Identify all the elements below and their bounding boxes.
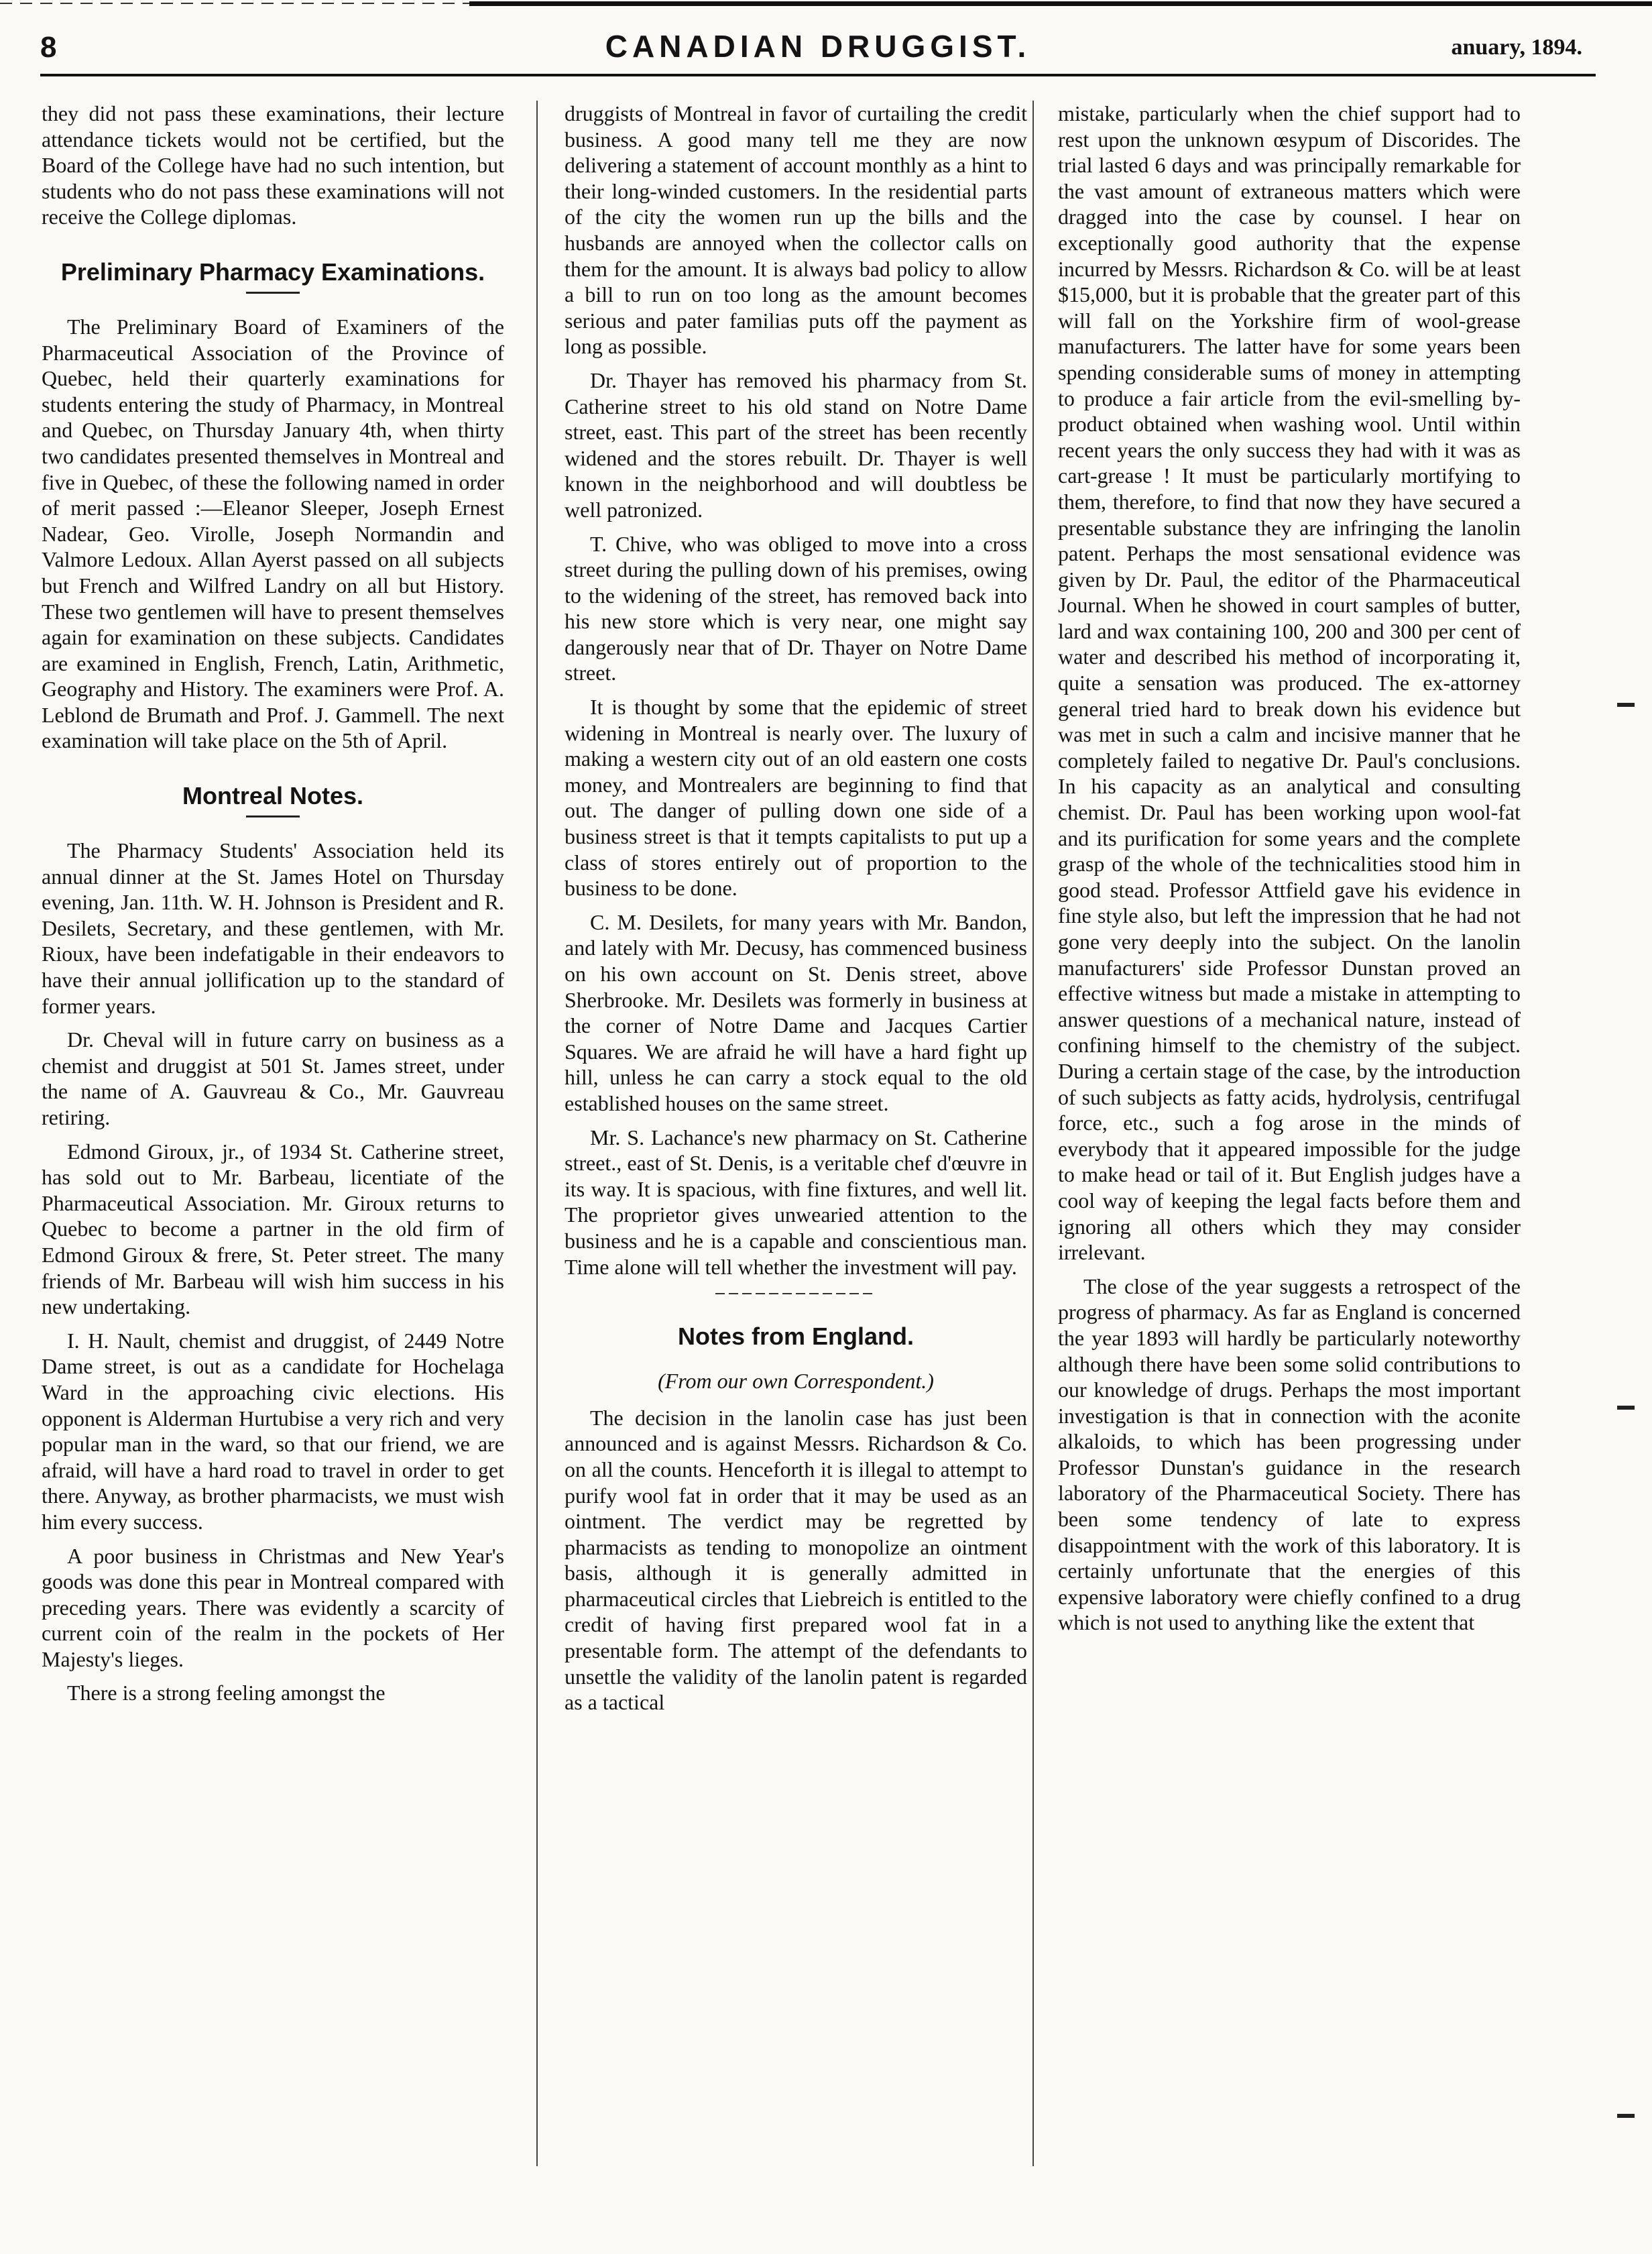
heading-rule	[246, 815, 300, 818]
paragraph: A poor business in Christmas and New Year's goods was done this pear in Montreal compared with preceding years. There was evidently a scarcity of current coin of the realm in the pockets of Her Majesty's lieges.	[42, 1543, 504, 1671]
paragraph: mistake, particularly when the chief support had to rest upon the unknown œsypum of Discorides. The trial lasted 6 days and was principally remarkable for the vast amount of extraneous matters which were dragged into the case by counsel. I hear on exceptionally good authority that the expense incurred by Messrs. Richardson & Co. will be at least $15,000, but it is probable that the greater part of this will fall on the Yorkshire firm of wool-grease manufacturers. The latter have for some years been spending considerable sums of money in attempting to produce a fair article from the evil-smelling by-product obtained when washing wool. Until within recent years the only success they had with it was as cart-grease ! It must be particularly mortifying to them, therefore, to find that now they have secured a presentable substance they are infringing the lanolin patent. Perhaps the most sensational evidence was given by Dr. Paul, the editor of the Pharmaceutical Journal. When he showed in court samples of butter, lard and wax containing 100, 200 and 300 per cent of water and described his method of incorporating it, quite a sensation was produced. The ex-attorney general tried hard to break down his evidence but was met in such a calm and incisive manner that he completely failed to negative Dr. Paul's conclusions. In his capacity as an analytical and consulting chemist. Dr. Paul has been working upon wool-fat and its purification for some years and the complete grasp of the whole of the technicalities stood him in good stead. Professor Attfield gave his evidence in fine style also, but left the impression that he had not gone very deeply into the subject. On the lanolin manufacturers' side Professor Dunstan proved an effective witness but made a mistake in attempting to answer questions of a mechanical nature, instead of confining himself to the chemistry of the subject. During a certain stage of the case, by the introduction of such subjects as fatty acids, hydrolysis, centrifugal force, etc., such a fog arose in the minds of everybody that it appeared impossible for the judge to make head or tail of it. But English judges have a cool way of keeping the legal facts before them and ignoring all others which they may consider irrelevant.	[1058, 101, 1521, 1265]
column-1	[42, 101, 504, 2186]
heading-rule	[246, 292, 300, 294]
paragraph: There is a strong feeling amongst the	[67, 1681, 386, 1705]
column-divider	[1032, 101, 1034, 2166]
top-border	[0, 0, 1652, 9]
paragraph: I. H. Nault, chemist and druggist, of 2449 Notre Dame street, is out as a candidate for Hochelaga Ward in the approaching civic elections. His opponent is Alderman Hurtubise a very rich and very popular man in the ward, so that our friend, we are afraid, will have a hard road to travel in order to get there. Anyway, as brother pharmacists, we must wish him every success.	[42, 1328, 504, 1534]
section-heading-england: Notes from England.	[677, 1322, 914, 1351]
section-heading-montreal: Montreal Notes.	[182, 782, 364, 810]
margin-mark	[1617, 1406, 1635, 1410]
page-header	[40, 28, 1596, 68]
page-number: 8	[40, 31, 57, 64]
margin-mark	[1617, 703, 1635, 707]
byline: (From our own Correspondent.)	[658, 1369, 934, 1394]
margin-mark	[1617, 2114, 1635, 2118]
paragraph: Edmond Giroux, jr., of 1934 St. Catherine street, has sold out to Mr. Barbeau, licentiate of the Pharmaceutical Association. Mr. Giroux returns to Quebec to become a partner in the old firm of Edmond Giroux & frere, St. Peter street. The many friends of Mr. Barbeau will wish him success in his new undertaking.	[42, 1139, 504, 1319]
column-3	[1058, 101, 1521, 2186]
paragraph: C. M. Desilets, for many years with Mr. Bandon, and lately with Mr. Decusy, has commenced business on his own account on St. Denis street, above Sherbrooke. Mr. Desilets was formerly in business at the corner of Notre Dame and Jacques Cartier Squares. We are afraid he will have a hard fight up hill, unless he can carry a stock equal to the old established houses on the same street.	[565, 909, 1027, 1115]
paragraph: The decision in the lanolin case has just been announced and is against Messrs. Richardson & Co. on all the counts. Henceforth it is illegal to attempt to purify wool fat in order that it may be used as an ointment. The verdict may be regretted by pharmacists as tending to monopolize an ointment basis, although it is generally admitted in pharmaceutical circles that Liebreich is entitled to the credit of having first prepared wool fat in a presentable form. The attempt of the defendants to unsettle the validity of the lanolin patent is regarded as a tactical	[565, 1405, 1027, 1715]
column-divider	[536, 101, 538, 2166]
paragraph: Mr. S. Lachance's new pharmacy on St. Catherine street., east of St. Denis, is a veritable chef d'œuvre in its way. It is spacious, with fine fixtures, and well lit. The proprietor gives unwearied attention to the business and he is a capable and conscientious man. Time alone will tell whether the investment will pay.	[565, 1125, 1027, 1279]
masthead-title: CANADIAN DRUGGIST.	[605, 29, 1031, 64]
paragraph: The Preliminary Board of Examiners of the Pharmaceutical Association of the Province of Quebec, held their quarterly examinations for students entering the study of Pharmacy, in Montreal and Quebec, on Thursday January 4th, when thirty two candidates presented themselves in Montreal and five in Quebec, of these the following named in order of merit passed :—Eleanor Sleeper, Joseph Ernest Nadear, Geo. Virolle, Joseph Normandin and Valmore Ledoux. Allan Ayerst passed on all subjects but French and Wilfred Landry on all but History. These two gentlemen will have to present themselves again for examination on these subjects. Candidates are examined in English, French, Latin, Arithmetic, Geography and History. The examiners were Prof. A. Leblond de Brumath and Prof. J. Gammell. The next examination will take place on the 5th of April.	[42, 314, 504, 753]
header-rule	[40, 74, 1596, 76]
paragraph: It is thought by some that the epidemic of street widening in Montreal is nearly over. The luxury of making a western city out of an old eastern one costs money, and Montrealers are beginning to find that out. The danger of pulling down one side of a business street is that it tempts capitalists to put up a class of stores entirely out of proportion to the business to be done.	[565, 695, 1027, 901]
column-2	[565, 101, 1027, 2186]
paragraph: T. Chive, who was obliged to move into a cross street during the pulling down of his premises, owing to the widening of the street, has removed back into his new store which is very near, one might say dangerously near that of Dr. Thayer on Notre Dame street.	[565, 531, 1027, 685]
top-border-solid	[469, 1, 1652, 6]
paragraph: The Pharmacy Students' Association held its annual dinner at the St. James Hotel on Thursday evening, Jan. 11th. W. H. Johnson is President and R. Desilets, Secretary, and these gentlemen, with Mr. Rioux, have been indefatigable in their endeavors to have their annual jollification up to the standard of former years.	[42, 838, 504, 1018]
paragraph: they did not pass these examinations, their lecture attendance tickets would not be certified, but the Board of the College have had no such intention, but students who do not pass these examinations will not receive the College diplomas.	[42, 101, 504, 229]
issue-date: anuary, 1894.	[1451, 35, 1582, 60]
paragraph: Dr. Cheval will in future carry on business as a chemist and druggist at 501 St. James street, under the name of A. Gauvreau & Co., Mr. Gauvreau retiring.	[42, 1027, 504, 1129]
paragraph: druggists of Montreal in favor of curtailing the credit business. A good many tell me they are now delivering a statement of account monthly as a hint to their long-winded customers. In the residential parts of the city the women run up the bills and the husbands are annoyed when the collector calls on them for the amount. It is always bad policy to allow a bill to run on too long as the amount becomes serious and pater familias puts off the payment as long as possible.	[565, 101, 1027, 359]
top-border-dashed	[0, 3, 469, 4]
paragraph: The close of the year suggests a retrospect of the progress of pharmacy. As far as England is concerned the year 1893 will hardly be particularly noteworthy although there have been some solid contributions to our knowledge of drugs. Perhaps the most important investigation is that in connection with the aconite alkaloids, to which has been progressing under Professor Dunstan's guidance in the research laboratory of the Pharmaceutical Society. There has been some tendency of late to express disappointment with the work of this laboratory. It is certainly unfortunate that the energies of this expensive laboratory were chiefly confined to a drug which is not used to anything like the extent that	[1058, 1274, 1521, 1635]
section-separator	[715, 1293, 876, 1294]
paragraph: Dr. Thayer has removed his pharmacy from St. Catherine street to his old stand on Notre Dame street, east. This part of the street has been recently widened and the stores rebuilt. Dr. Thayer is well known in the neighborhood and will doubtless be well patronized.	[565, 368, 1027, 522]
section-heading-preliminary: Preliminary Pharmacy Examinations.	[60, 258, 485, 286]
